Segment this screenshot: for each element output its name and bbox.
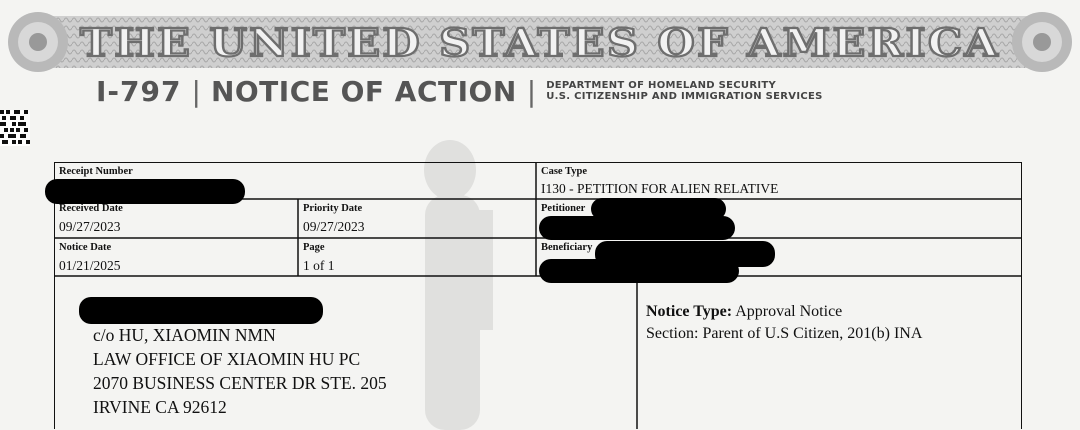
- notice-type-block: [638, 277, 1023, 430]
- form-number: I-797: [96, 74, 182, 108]
- beneficiary-cell: [537, 239, 1023, 277]
- redaction-bar: [539, 216, 735, 240]
- divider: |: [526, 74, 537, 108]
- form-title: NOTICE OF ACTION: [210, 74, 517, 108]
- banner-title: THE UNITED STATES OF AMERICA: [80, 20, 1000, 65]
- received-date-cell: [55, 200, 299, 239]
- received-date-value: 09/27/2023: [59, 219, 121, 234]
- address-line-4: IRVINE CA 92612: [93, 397, 227, 417]
- divider: |: [191, 74, 201, 108]
- priority-date-cell: [299, 200, 537, 239]
- petitioner-cell: [537, 200, 1023, 239]
- beneficiary-label: Beneficiary: [541, 242, 593, 253]
- page-label: Page: [303, 242, 325, 253]
- page-cell: [299, 239, 537, 277]
- right-ornament-icon: [1012, 12, 1072, 72]
- agency-name: [546, 80, 822, 102]
- notice-type-line: [646, 303, 842, 321]
- address-line-3: 2070 BUSINESS CENTER DR STE. 205: [93, 373, 387, 393]
- notice-date-cell: [55, 239, 299, 277]
- case-type-value: I130 - PETITION FOR ALIEN RELATIVE: [541, 181, 779, 196]
- notice-type-value: Approval Notice: [735, 303, 843, 320]
- notice-section-line: Section: Parent of U.S Citizen, 201(b) INA: [646, 325, 923, 342]
- header-banner: [0, 8, 1080, 76]
- notice-date-label: Notice Date: [59, 242, 112, 253]
- redaction-bar: [79, 297, 323, 324]
- mailing-address-block: [55, 277, 638, 430]
- agency-line-2: U.S. CITIZENSHIP AND IMMIGRATION SERVICES: [546, 91, 823, 102]
- notice-table: [54, 162, 1022, 429]
- case-type-label: Case Type: [541, 166, 587, 177]
- case-type-cell: [537, 163, 1023, 200]
- left-ornament-icon: [8, 12, 68, 72]
- received-date-label: Received Date: [59, 203, 123, 214]
- petitioner-label: Petitioner: [541, 203, 586, 214]
- priority-date-label: Priority Date: [303, 203, 363, 214]
- form-header: [96, 74, 823, 108]
- agency-line-1: DEPARTMENT OF HOMELAND SECURITY: [546, 80, 777, 91]
- barcode-icon: [0, 110, 30, 146]
- priority-date-value: 09/27/2023: [303, 219, 365, 234]
- notice-date-value: 01/21/2025: [59, 258, 121, 273]
- receipt-number-label: Receipt Number: [59, 166, 133, 177]
- address-line-1: c/o HU, XIAOMIN NMN: [93, 325, 276, 345]
- receipt-number-cell: [55, 163, 537, 200]
- notice-type-label: Notice Type:: [646, 303, 733, 320]
- page-value: 1 of 1: [303, 258, 335, 273]
- address-line-2: LAW OFFICE OF XIAOMIN HU PC: [93, 349, 361, 369]
